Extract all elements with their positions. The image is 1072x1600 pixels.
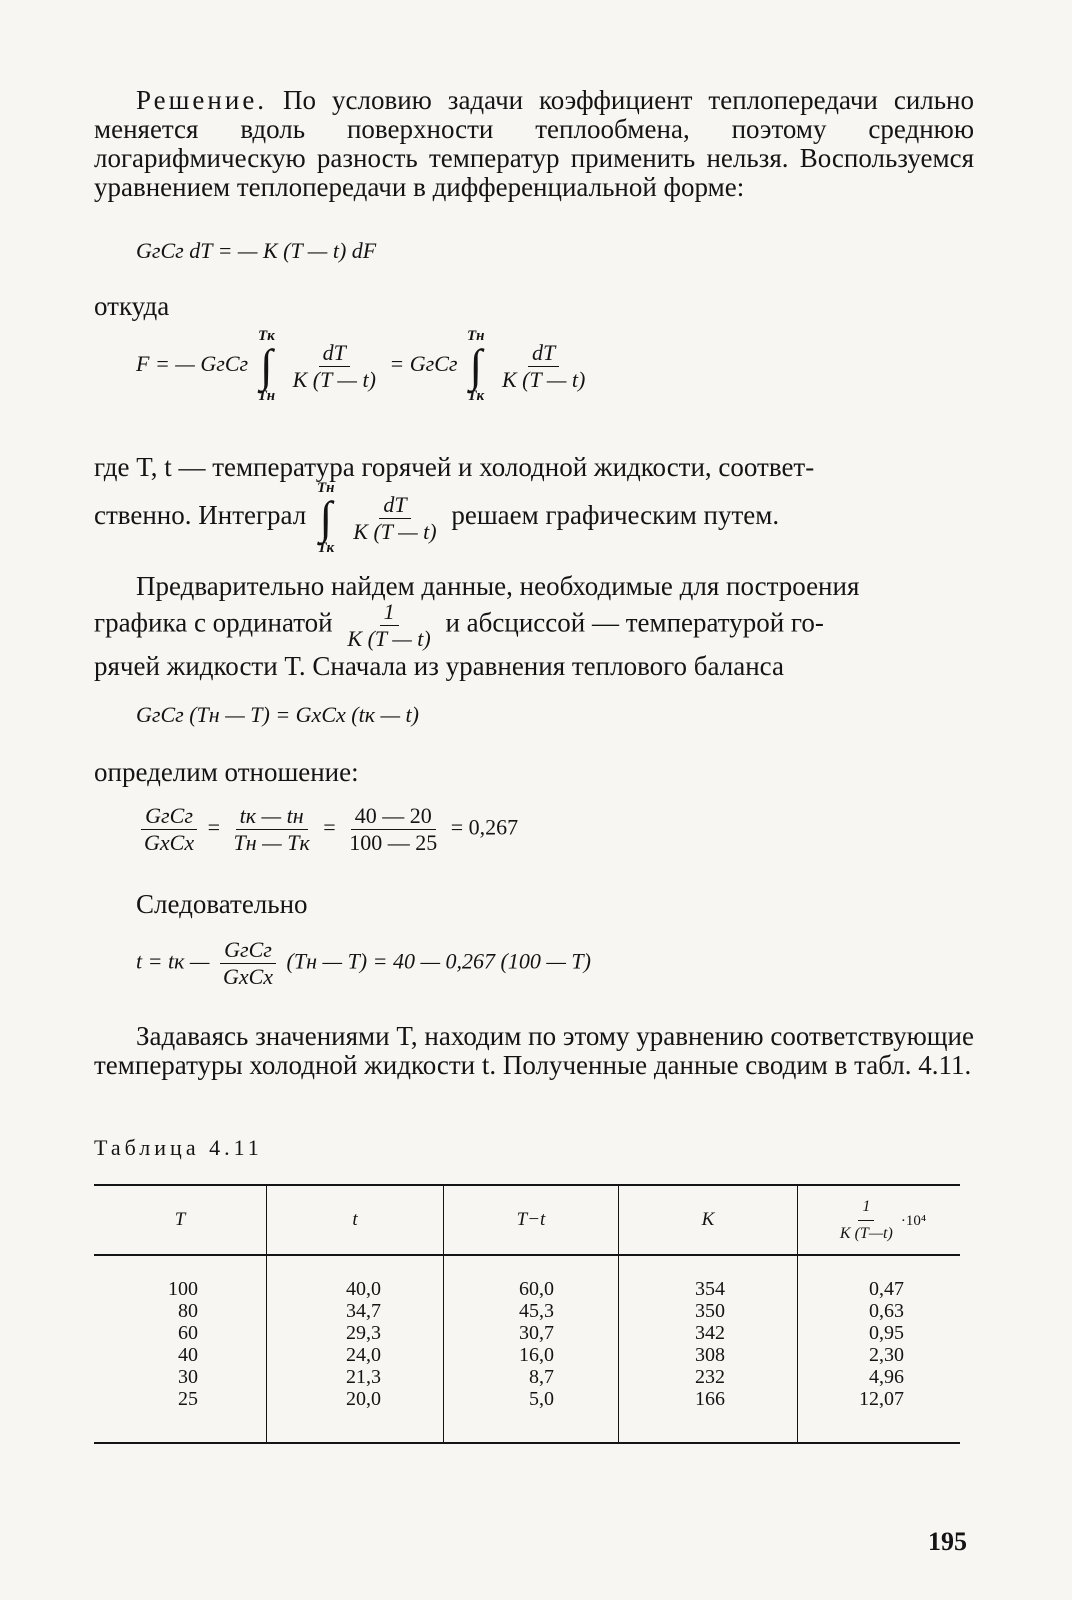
table-cell-K: 354 350 342 308 232 166 — [619, 1255, 798, 1443]
fraction-numerator: dT — [528, 341, 559, 367]
fraction-numerator: 1 — [380, 600, 399, 626]
solution-lead: Решение. — [136, 85, 268, 115]
fraction-denominator: GxCx — [144, 830, 195, 855]
formula-ratio: $\frac{\text{GгCг}}{\text{GxCx}}$ = $\frac{tк — tн}{Tн — Tк}$ = $\frac{40 — 20}{100 — 25}$ = 0,267 — [136, 804, 518, 855]
integral-lower-limit: Tк — [317, 540, 335, 556]
formula-heat-balance: GгCг (Tн — T) = GxCx (tк — t) — [136, 702, 419, 727]
text-otkuda: откуда — [94, 291, 170, 321]
ratio-result: = 0,267 — [450, 814, 519, 840]
fraction-denominator: K (T — t) — [292, 366, 376, 392]
text-integral-outro: решаем графическим путем. — [451, 500, 780, 531]
page-number: 195 — [928, 1527, 967, 1556]
table-cell-T: 100 80 60 40 30 25 — [94, 1255, 267, 1443]
table-cell-t: 40,0 34,7 29,3 24,0 21,3 20,0 — [267, 1255, 444, 1443]
ratio-fraction-2 — [230, 804, 314, 855]
fraction-numerator: dT — [319, 341, 350, 367]
fraction-denominator: K (T—t) — [839, 1224, 893, 1242]
solution-paragraph — [94, 86, 974, 202]
text-where-T-t: где T, t — температура горячей и холодной жидкости, соответ- — [94, 452, 815, 482]
table-cell-T-minus-t: 60,0 45,3 30,7 16,0 8,7 5,0 — [444, 1255, 619, 1443]
table-header-row — [94, 1185, 960, 1255]
table-body-row — [94, 1255, 960, 1443]
table-header-T-minus-t: T−t — [444, 1185, 619, 1255]
fraction-1 — [289, 341, 380, 392]
solution-body: По условию задачи коэффициент теплопередачи сильно меняется вдоль поверхности теплообмена, поэтому среднюю логарифмическую разность температур применить нельзя. Воспользуемся уравнением теплопередачи в дифференциальной форме: — [94, 85, 975, 202]
fraction-denominator: GxCx — [222, 964, 274, 989]
text-heat-balance: рячей жидкости T. Сначала из уравнения теплового баланса — [94, 651, 784, 681]
integral-sign-inline: Tн ∫ Tк — [317, 480, 335, 556]
text-ordinate-intro: графика с ординатой — [94, 607, 333, 638]
integral-lower-limit: Tн — [257, 388, 276, 404]
table-header-K: K — [619, 1185, 798, 1255]
fraction-2 — [498, 341, 589, 392]
text-integral-intro: ственно. Интеграл — [94, 500, 307, 531]
fraction-numerator: dT — [379, 493, 410, 519]
integral-upper-limit: Tн — [467, 328, 485, 344]
formula-area-integral — [136, 328, 593, 404]
text-preliminary: Предварительно найдем данные, необходимые для построения — [136, 571, 860, 601]
table-header-T: T — [94, 1185, 267, 1255]
formula-area-mid: = GгCг — [389, 351, 458, 377]
integral-upper-limit: Tн — [317, 480, 335, 496]
fraction-denominator: Tн — Tк — [233, 830, 310, 855]
fraction-denominator: K (T — t) — [353, 518, 437, 544]
text-integral-line — [94, 480, 974, 556]
fraction-numerator: tк — tн — [236, 804, 308, 830]
ratio-fraction-3 — [345, 804, 441, 855]
fraction-numerator: 1 — [858, 1195, 874, 1221]
ratio-fraction-1 — [140, 804, 198, 855]
header-suffix: ·10⁴ — [900, 1212, 927, 1229]
fraction-numerator: GгCг — [141, 804, 197, 830]
integral-lower-limit: Tк — [467, 388, 485, 404]
fraction-denominator: 100 — 25 — [349, 830, 438, 855]
cold-temp-rhs: (Tн — T) = 40 — 0,267 (100 — T) — [286, 948, 591, 974]
fraction-numerator: GгCг — [220, 938, 276, 964]
text-therefore: Следовательно — [136, 889, 308, 919]
table-4-11 — [94, 1184, 960, 1444]
integral-sign-1: Tк ∫ Tн — [257, 328, 276, 404]
cold-temp-fraction — [219, 938, 277, 989]
fraction-denominator: K (T — t) — [502, 366, 586, 392]
fraction-inline — [349, 493, 440, 544]
fraction-ordinate — [343, 600, 434, 651]
text-table-intro: Задаваясь значениями T, находим по этому уравнению соответствующие температуры холодной жидкости t. Полученные данные сводим в табл. 4.11. — [94, 1021, 974, 1080]
formula-cold-temp — [136, 938, 591, 989]
table-caption: Таблица 4.11 — [94, 1135, 263, 1160]
text-define-ratio: определим отношение: — [94, 757, 359, 787]
table-header-t: t — [267, 1185, 444, 1255]
fraction-denominator: K (T — t) — [347, 626, 431, 651]
table-header-inverse — [798, 1185, 961, 1255]
fraction-numerator: 40 — 20 — [351, 804, 436, 830]
formula-heat-transfer: GгCг dT = — K (T — t) dF — [136, 238, 377, 263]
formula-area-lhs: F = — GгCг — [136, 351, 249, 377]
table-cell-inverse: 0,47 0,63 0,95 2,30 4,96 12,07 — [798, 1255, 961, 1443]
header-fraction — [836, 1195, 897, 1246]
integral-sign-2: Tн ∫ Tк — [467, 328, 485, 404]
cold-temp-lhs: t = tк — — [136, 948, 210, 974]
integral-upper-limit: Tк — [257, 328, 275, 344]
text-abscissa: и абсциссой — температурой го- — [445, 607, 824, 638]
text-ordinate-line — [94, 600, 974, 651]
